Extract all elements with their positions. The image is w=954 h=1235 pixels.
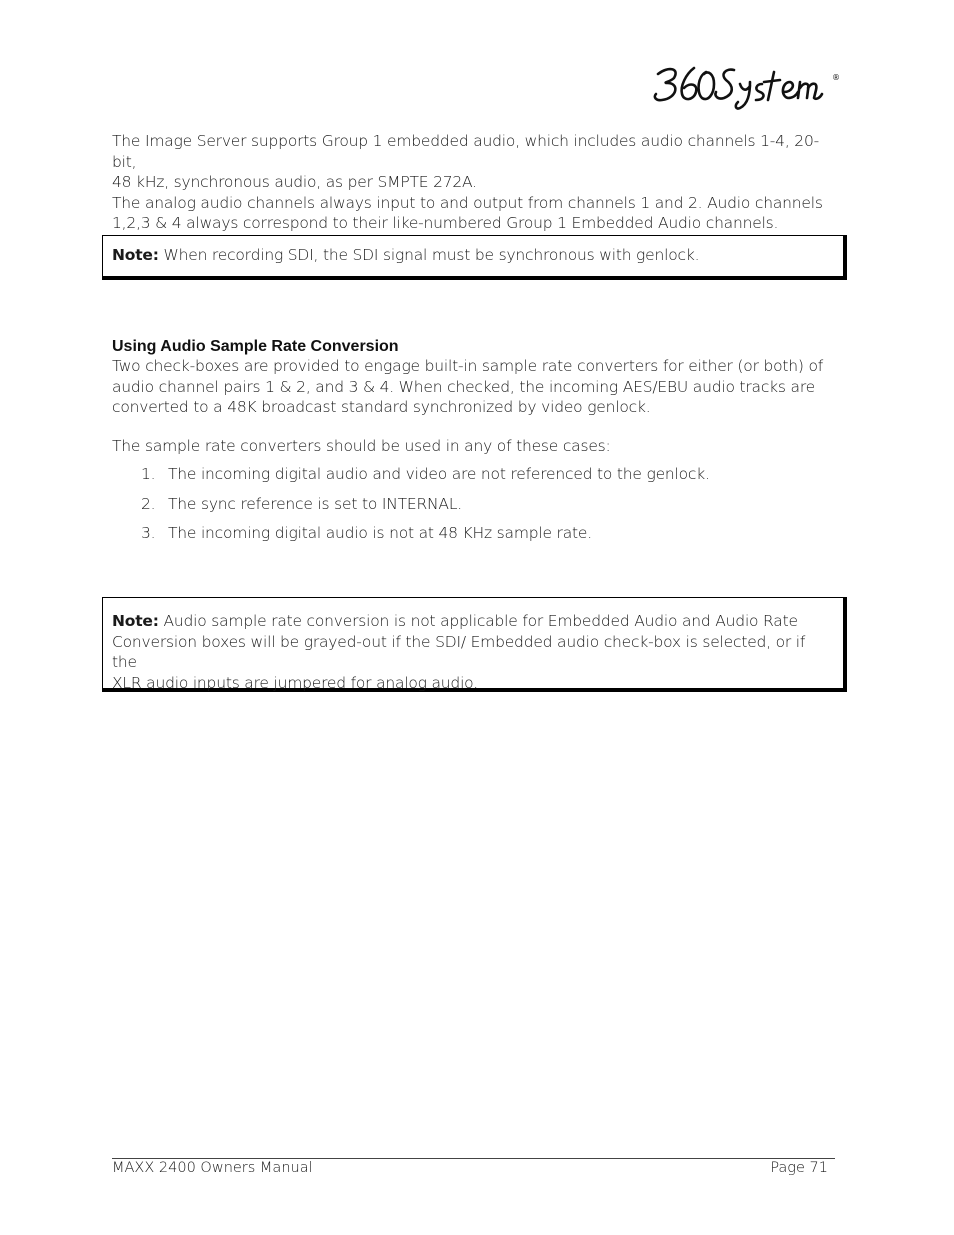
registered-mark: ® xyxy=(832,73,840,82)
note-body xyxy=(112,611,833,693)
note-line: XLR audio inputs are jumpered for analog audio. xyxy=(112,673,478,692)
list-text: The incoming digital audio and video are not referenced to the genlock. xyxy=(168,465,710,483)
list-number: 3. xyxy=(141,524,156,542)
list-item xyxy=(112,464,842,494)
company-logo xyxy=(650,60,840,112)
list-text: The incoming digital audio is not at 48 KHz sample rate. xyxy=(168,524,592,542)
note-box-sdi-genlock xyxy=(102,235,847,280)
list-text: The sync reference is set to INTERNAL. xyxy=(168,494,462,513)
logo-360-systems-mark xyxy=(650,60,840,112)
intro-line: The analog audio channels always input to and output from channels 1 and 2. Audio channels xyxy=(112,193,823,212)
intro-line: 1,2,3 & 4 always correspond to their like-numbered Group 1 Embedded Audio channels. xyxy=(112,214,779,232)
section-line: Two check-boxes are provided to engage built-in sample rate converters for either (or both) of xyxy=(112,357,824,375)
note-box-sample-rate xyxy=(102,597,847,692)
intro-paragraph xyxy=(112,131,842,234)
note-line: Conversion boxes will be grayed-out if the SDI/ Embedded audio check-box is selected, or if the xyxy=(112,632,806,671)
intro-line: The Image Server supports Group 1 embedded audio, which includes audio channels 1-4, 20-bit, xyxy=(112,132,819,171)
list-item xyxy=(112,494,842,524)
section-line: audio channel pairs 1 & 2, and 3 & 4. When checked, the incoming AES/EBU audio tracks are xyxy=(112,377,815,396)
cases-intro: The sample rate converters should be used in any of these cases: xyxy=(112,437,611,455)
section-paragraph xyxy=(112,356,842,418)
footer-page-number: Page 71 xyxy=(770,1160,828,1176)
section-heading: Using Audio Sample Rate Conversion xyxy=(112,338,399,355)
note-text: Audio sample rate conversion is not applicable for Embedded Audio and Audio Rate xyxy=(158,612,798,630)
list-item xyxy=(112,523,842,553)
list-number: 2. xyxy=(141,494,156,513)
note-body xyxy=(112,245,833,266)
cases-list xyxy=(112,464,842,553)
note-label: Note: xyxy=(112,612,159,630)
footer-manual-title: MAXX 2400 Owners Manual xyxy=(112,1160,313,1176)
intro-line: 48 kHz, synchronous audio, as per SMPTE 272A. xyxy=(112,173,477,191)
note-label: Note: xyxy=(112,246,159,264)
footer-divider xyxy=(112,1158,835,1159)
note-text: When recording SDI, the SDI signal must be synchronous with genlock. xyxy=(158,246,700,264)
section-line: converted to a 48K broadcast standard synchronized by video genlock. xyxy=(112,398,651,416)
list-number: 1. xyxy=(141,465,156,483)
note-line xyxy=(112,611,833,632)
